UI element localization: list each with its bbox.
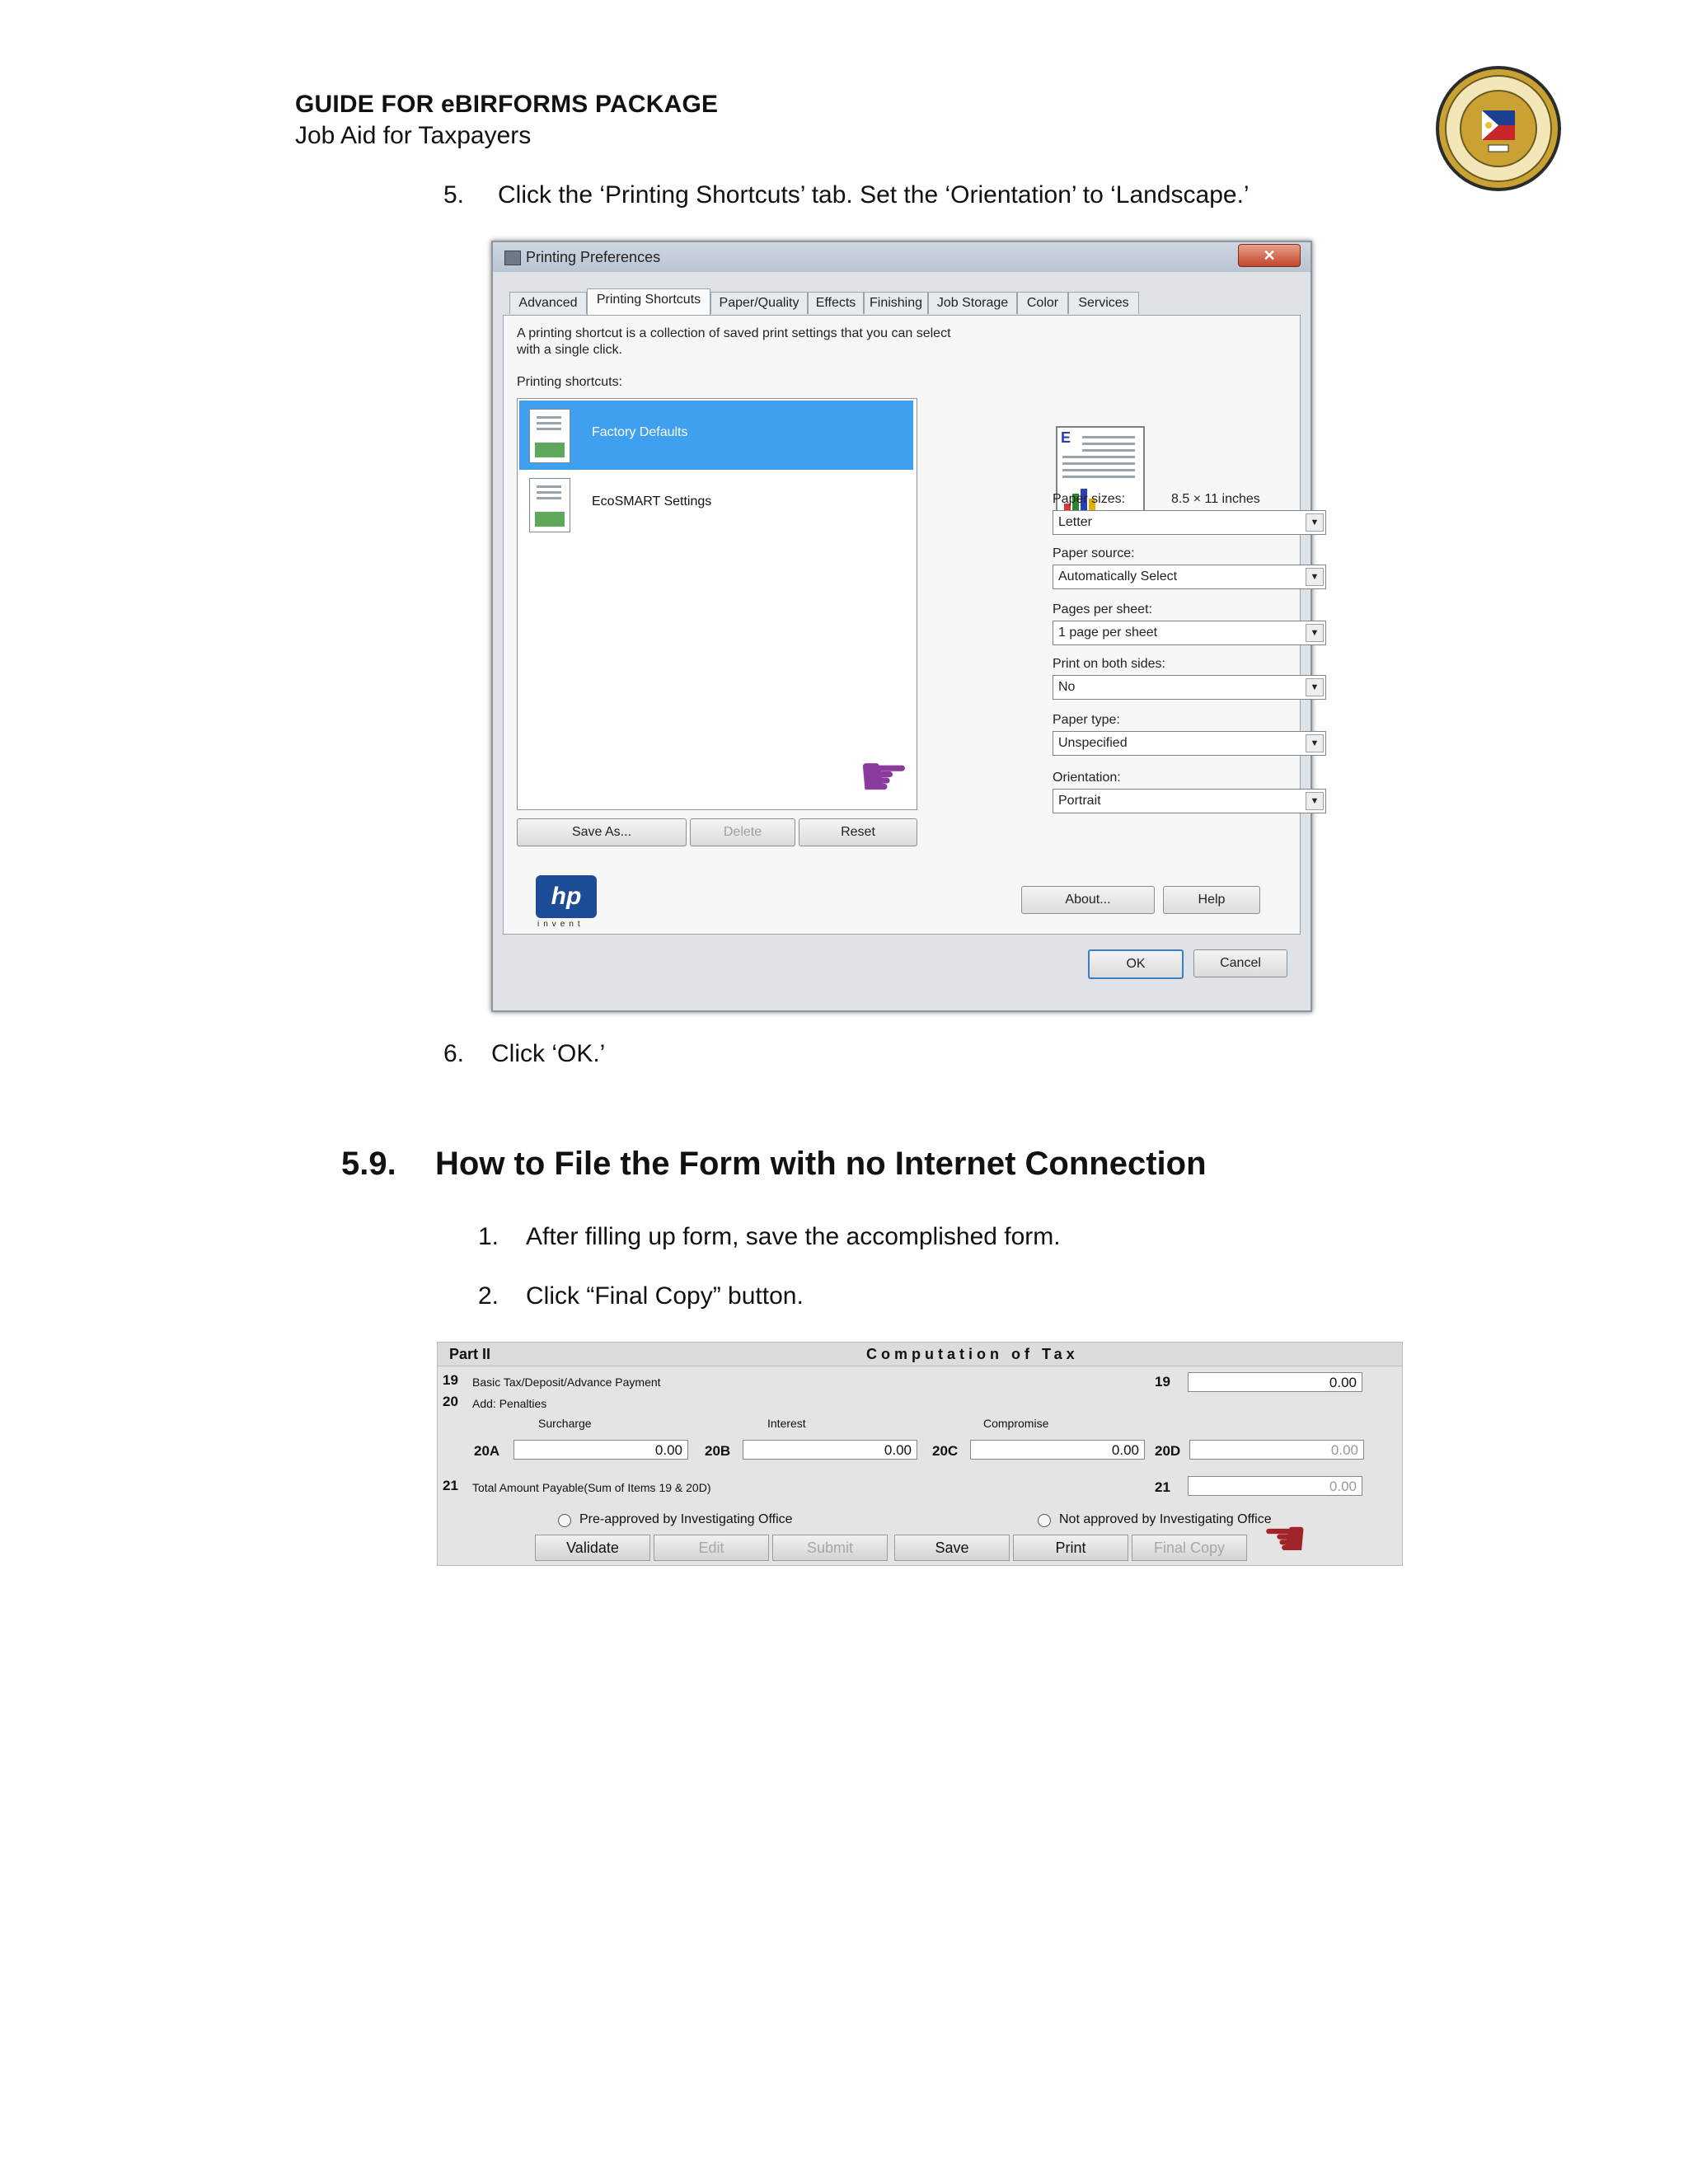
- item-code: 20B: [705, 1443, 731, 1459]
- pages-per-sheet-label: Pages per sheet:: [1053, 602, 1152, 616]
- tab-job-storage[interactable]: Job Storage: [928, 292, 1017, 314]
- print-button[interactable]: Print: [1013, 1535, 1128, 1561]
- chevron-down-icon[interactable]: ▼: [1306, 792, 1324, 810]
- section-number: 5.9.: [341, 1146, 396, 1182]
- substep-number: 2.: [478, 1282, 499, 1310]
- tab-advanced[interactable]: Advanced: [509, 292, 587, 314]
- help-button[interactable]: Help: [1163, 886, 1260, 914]
- item-code: 20D: [1155, 1443, 1181, 1459]
- shortcut-label: Factory Defaults: [592, 425, 688, 439]
- submit-button[interactable]: Submit: [772, 1535, 888, 1561]
- pointing-hand-annotation-icon: ☛: [1262, 1511, 1308, 1568]
- tab-color[interactable]: Color: [1017, 292, 1068, 314]
- document-icon: [529, 409, 570, 463]
- step-number: 5.: [443, 181, 465, 209]
- orientation-select[interactable]: [1053, 789, 1326, 813]
- paper-type-label: Paper type:: [1053, 713, 1120, 727]
- panel-header: [438, 1343, 1402, 1366]
- paper-source-label: Paper source:: [1053, 546, 1135, 560]
- description-line: A printing shortcut is a collection of saved print settings that you can select: [517, 326, 951, 340]
- paper-sizes-label: Paper sizes:: [1053, 492, 1126, 506]
- compromise-field[interactable]: 0.00: [970, 1440, 1145, 1460]
- step-number: 6.: [443, 1040, 465, 1067]
- shortcut-label: EcoSMART Settings: [592, 494, 712, 509]
- item-number: 19: [1155, 1374, 1170, 1390]
- basic-tax-field[interactable]: 0.00: [1188, 1372, 1362, 1392]
- total-penalties-field: 0.00: [1189, 1440, 1364, 1460]
- delete-button[interactable]: Delete: [690, 818, 795, 846]
- tab-effects[interactable]: Effects: [808, 292, 864, 314]
- about-button[interactable]: About...: [1021, 886, 1155, 914]
- final-copy-button[interactable]: Final Copy: [1132, 1535, 1247, 1561]
- doc-title: GUIDE FOR eBIRFORMS PACKAGE: [295, 91, 719, 118]
- pages-per-sheet-select[interactable]: [1053, 621, 1326, 645]
- printing-shortcuts-panel: [503, 315, 1320, 935]
- printing-shortcuts-label: Printing shortcuts:: [517, 375, 623, 389]
- item-number: 19: [443, 1372, 458, 1388]
- close-button[interactable]: ✕: [1238, 244, 1301, 267]
- doc-subtitle: Job Aid for Taxpayers: [295, 122, 532, 149]
- select-value: Unspecified: [1058, 736, 1128, 750]
- document-icon: [529, 478, 570, 532]
- dialog-title: Printing Preferences: [526, 249, 661, 265]
- shortcut-item-factory-defaults[interactable]: [519, 401, 913, 470]
- part-label: Part II: [449, 1346, 491, 1362]
- item-number: 20: [443, 1394, 458, 1409]
- item-code: 20C: [932, 1443, 959, 1459]
- chevron-down-icon[interactable]: ▼: [1306, 678, 1324, 696]
- item-number: 21: [1155, 1479, 1170, 1495]
- ok-button[interactable]: OK: [1088, 949, 1184, 979]
- substep-number: 1.: [478, 1223, 499, 1250]
- substep-text: After filling up form, save the accomplished form.: [526, 1223, 1061, 1250]
- item-number: 21: [443, 1478, 458, 1493]
- print-both-sides-label: Print on both sides:: [1053, 657, 1165, 671]
- interest-field[interactable]: 0.00: [743, 1440, 917, 1460]
- save-as-button[interactable]: Save As...: [517, 818, 687, 846]
- orientation-label: Orientation:: [1053, 771, 1121, 785]
- step-text: Click the ‘Printing Shortcuts’ tab. Set the ‘Orientation’ to ‘Landscape.’: [498, 181, 1250, 209]
- reset-button[interactable]: Reset: [799, 818, 917, 846]
- hp-logo: hp: [536, 875, 597, 918]
- save-button[interactable]: Save: [894, 1535, 1010, 1561]
- tab-finishing[interactable]: Finishing: [864, 292, 928, 314]
- paper-size-dimensions: 8.5 × 11 inches: [1171, 492, 1260, 506]
- step-text: Click ‘OK.’: [491, 1040, 606, 1067]
- not-approved-label: Not approved by Investigating Office: [1059, 1512, 1272, 1526]
- preview-letter: E: [1061, 429, 1071, 446]
- pointing-hand-annotation-icon: ☛: [858, 744, 910, 808]
- pre-approved-radio[interactable]: [558, 1514, 571, 1527]
- not-approved-radio[interactable]: [1038, 1514, 1051, 1527]
- surcharge-field[interactable]: 0.00: [513, 1440, 688, 1460]
- pre-approved-label: Pre-approved by Investigating Office: [579, 1512, 793, 1526]
- hp-tagline: invent: [537, 920, 584, 929]
- interest-label: Interest: [767, 1417, 806, 1430]
- tab-services[interactable]: Services: [1068, 292, 1139, 314]
- cancel-button[interactable]: Cancel: [1193, 949, 1287, 977]
- panel-heading: Computation of Tax: [866, 1346, 1079, 1362]
- chevron-down-icon[interactable]: ▼: [1306, 513, 1324, 532]
- select-value: Portrait: [1058, 794, 1101, 808]
- printing-preferences-dialog: [491, 241, 1320, 1012]
- printer-icon: [504, 251, 521, 265]
- bir-seal-logo: [1434, 64, 1563, 193]
- shortcut-item-ecosmart[interactable]: [519, 470, 913, 539]
- substep-text: Click “Final Copy” button.: [526, 1282, 804, 1310]
- item-label: Add: Penalties: [472, 1397, 547, 1410]
- select-value: 1 page per sheet: [1058, 626, 1158, 640]
- select-value: Automatically Select: [1058, 569, 1178, 583]
- section-title: How to File the Form with no Internet Connection: [435, 1146, 1207, 1182]
- item-label: Total Amount Payable(Sum of Items 19 & 20D): [472, 1481, 711, 1494]
- tab-printing-shortcuts[interactable]: Printing Shortcuts: [587, 288, 710, 315]
- paper-source-select[interactable]: [1053, 565, 1326, 589]
- validate-button[interactable]: Validate: [535, 1535, 650, 1561]
- total-amount-payable-field: 0.00: [1188, 1476, 1362, 1496]
- computation-of-tax-panel: [437, 1342, 1403, 1566]
- compromise-label: Compromise: [983, 1417, 1049, 1430]
- item-label: Basic Tax/Deposit/Advance Payment: [472, 1376, 661, 1389]
- select-value: No: [1058, 680, 1076, 694]
- surcharge-label: Surcharge: [538, 1417, 592, 1430]
- chevron-down-icon[interactable]: ▼: [1306, 568, 1324, 586]
- item-code: 20A: [474, 1443, 500, 1459]
- shortcut-description: [517, 326, 978, 359]
- tab-paper-quality[interactable]: Paper/Quality: [710, 292, 808, 314]
- dialog-titlebar: [493, 242, 1311, 272]
- chevron-down-icon[interactable]: ▼: [1306, 734, 1324, 752]
- paper-type-select[interactable]: [1053, 731, 1326, 756]
- paper-sizes-select[interactable]: [1053, 510, 1326, 535]
- edit-button[interactable]: Edit: [654, 1535, 769, 1561]
- print-both-sides-select[interactable]: [1053, 675, 1326, 700]
- chevron-down-icon[interactable]: ▼: [1306, 624, 1324, 642]
- select-value: Letter: [1058, 515, 1092, 529]
- description-line: with a single click.: [517, 343, 623, 357]
